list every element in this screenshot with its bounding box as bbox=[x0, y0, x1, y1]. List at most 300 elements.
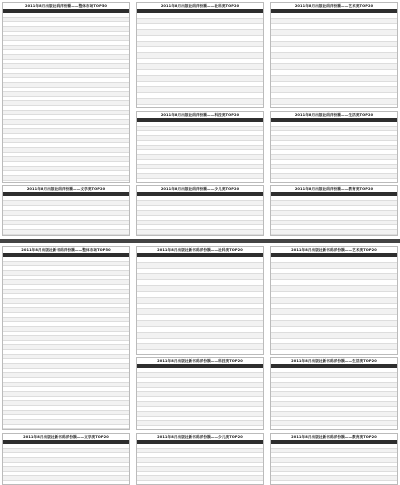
table-cell bbox=[222, 426, 242, 430]
table-cell bbox=[3, 429, 13, 430]
table-cell bbox=[3, 318, 13, 322]
table-cell bbox=[222, 30, 242, 35]
table-cell bbox=[181, 444, 201, 448]
table-cell bbox=[147, 93, 181, 98]
table-cell bbox=[271, 150, 281, 154]
table-cell bbox=[137, 412, 147, 416]
table-row bbox=[271, 481, 397, 485]
table-cell bbox=[181, 412, 201, 416]
table-cell bbox=[336, 402, 356, 406]
table-cell bbox=[13, 257, 47, 261]
table-cell bbox=[108, 444, 128, 448]
table-cell bbox=[3, 401, 13, 405]
table-cell bbox=[242, 298, 262, 303]
table-cell bbox=[222, 174, 242, 178]
table-cell bbox=[271, 165, 281, 169]
table-cell bbox=[222, 216, 242, 220]
table-cell bbox=[281, 59, 315, 64]
table-cell bbox=[281, 449, 315, 453]
table-cell bbox=[242, 221, 262, 225]
table-cell bbox=[222, 463, 242, 467]
table-cell bbox=[376, 426, 396, 430]
table-cell bbox=[137, 304, 147, 309]
table-cell bbox=[137, 421, 147, 425]
table-cell bbox=[376, 280, 396, 285]
table-cell bbox=[202, 99, 222, 104]
table-cell bbox=[47, 196, 67, 200]
table-cell bbox=[181, 407, 201, 411]
table-cell bbox=[271, 339, 281, 344]
table-cell bbox=[137, 150, 147, 154]
table-cell bbox=[222, 64, 242, 69]
table-cell bbox=[88, 129, 108, 133]
table-cell bbox=[315, 13, 335, 18]
table-cell bbox=[336, 274, 356, 279]
table-cell bbox=[222, 99, 242, 104]
table-cell bbox=[281, 196, 315, 200]
table-cell bbox=[271, 206, 281, 210]
table-cell bbox=[13, 350, 47, 354]
table-cell bbox=[13, 420, 47, 424]
table-cell bbox=[68, 148, 88, 152]
table-cell bbox=[336, 64, 356, 69]
table-cell bbox=[68, 167, 88, 171]
table-cell bbox=[137, 136, 147, 140]
table-cell bbox=[281, 136, 315, 140]
table-cell bbox=[88, 387, 108, 391]
table-cell bbox=[47, 235, 67, 236]
table-cell bbox=[147, 225, 181, 229]
table-cell bbox=[356, 174, 376, 178]
table-cell bbox=[356, 201, 376, 205]
table-cell bbox=[68, 115, 88, 119]
table-cell bbox=[181, 388, 201, 392]
table-cell bbox=[222, 165, 242, 169]
table-cell bbox=[222, 36, 242, 41]
table-cell bbox=[147, 235, 181, 236]
table-cell bbox=[271, 417, 281, 421]
table-cell bbox=[3, 463, 13, 467]
table-cell bbox=[281, 274, 315, 279]
table-cell bbox=[336, 136, 356, 140]
table-cell bbox=[147, 47, 181, 52]
table-cell bbox=[356, 150, 376, 154]
table-cell bbox=[356, 458, 376, 462]
table-cell bbox=[356, 64, 376, 69]
table-cell bbox=[202, 339, 222, 344]
table-cell bbox=[315, 206, 335, 210]
table-cell bbox=[242, 53, 262, 58]
table-cell bbox=[88, 444, 108, 448]
table-cell bbox=[147, 141, 181, 145]
table-cell bbox=[3, 115, 13, 119]
table-cell bbox=[88, 271, 108, 275]
table-cell bbox=[181, 292, 201, 297]
table-cell bbox=[147, 280, 181, 285]
table-cell bbox=[13, 397, 47, 401]
table-cell bbox=[315, 257, 335, 262]
table-cell bbox=[47, 148, 67, 152]
table-row bbox=[3, 235, 129, 236]
table-cell bbox=[356, 417, 376, 421]
table-cell bbox=[356, 179, 376, 183]
table-cell bbox=[336, 179, 356, 183]
table-cell bbox=[222, 368, 242, 372]
table-cell bbox=[356, 467, 376, 471]
table-cell bbox=[147, 421, 181, 425]
table-cell bbox=[315, 392, 335, 396]
table-cell bbox=[242, 150, 262, 154]
table-cell bbox=[281, 30, 315, 35]
table-cell bbox=[13, 425, 47, 429]
table-cell bbox=[3, 69, 13, 73]
table-cell bbox=[356, 160, 376, 164]
table-cell bbox=[202, 70, 222, 75]
table-cell bbox=[88, 420, 108, 424]
table-cell bbox=[47, 280, 67, 284]
table-cell bbox=[13, 341, 47, 345]
table-cell bbox=[336, 206, 356, 210]
table-cell bbox=[108, 97, 128, 101]
table-cell bbox=[356, 392, 376, 396]
table-cell bbox=[88, 120, 108, 124]
table-cell bbox=[222, 235, 242, 236]
table-cell bbox=[108, 341, 128, 345]
table-cell bbox=[147, 165, 181, 169]
table-cell bbox=[13, 294, 47, 298]
table-cell bbox=[356, 412, 376, 416]
table-cell bbox=[356, 70, 376, 75]
table-cell bbox=[181, 421, 201, 425]
table-cell bbox=[242, 196, 262, 200]
table-cell bbox=[13, 157, 47, 161]
table-cell bbox=[147, 373, 181, 377]
table-cell bbox=[13, 230, 47, 234]
table-cell bbox=[108, 120, 128, 124]
table-cell bbox=[3, 378, 13, 382]
table-cell bbox=[147, 150, 181, 154]
table-cell bbox=[281, 42, 315, 47]
table-cell bbox=[68, 476, 88, 480]
table-cell bbox=[47, 13, 67, 17]
table-cell bbox=[315, 407, 335, 411]
table-cell bbox=[88, 64, 108, 68]
table-cell bbox=[202, 298, 222, 303]
table-cell bbox=[3, 181, 13, 183]
table-cell bbox=[271, 373, 281, 377]
table-cell bbox=[88, 322, 108, 326]
table-cell bbox=[147, 321, 181, 326]
table-cell bbox=[202, 327, 222, 332]
table-cell bbox=[376, 70, 396, 75]
table-cell bbox=[3, 332, 13, 336]
table-cell bbox=[222, 127, 242, 131]
table-cell bbox=[376, 463, 396, 467]
table-cell bbox=[147, 87, 181, 92]
table-cell bbox=[47, 32, 67, 36]
table-cell bbox=[13, 359, 47, 363]
table-cell bbox=[336, 131, 356, 135]
table-cell bbox=[356, 87, 376, 92]
table-cell bbox=[356, 165, 376, 169]
table-cell bbox=[68, 463, 88, 467]
table-cell bbox=[13, 196, 47, 200]
table-cell bbox=[281, 333, 315, 338]
table-cell bbox=[13, 216, 47, 220]
table-cell bbox=[88, 83, 108, 87]
table-cell bbox=[88, 46, 108, 50]
table-cell bbox=[336, 13, 356, 18]
table-cell bbox=[222, 47, 242, 52]
table-cell bbox=[47, 55, 67, 59]
table-cell bbox=[271, 30, 281, 35]
table-cell bbox=[147, 444, 181, 448]
table-cell bbox=[181, 304, 201, 309]
table-cell bbox=[242, 64, 262, 69]
table-cell bbox=[376, 309, 396, 314]
table-cell bbox=[222, 472, 242, 476]
table-cell bbox=[376, 64, 396, 69]
table-cell bbox=[181, 206, 201, 210]
table-cell bbox=[181, 122, 201, 126]
table-cell bbox=[376, 93, 396, 98]
table-cell bbox=[222, 93, 242, 98]
table-cell bbox=[202, 458, 222, 462]
table-cell bbox=[242, 392, 262, 396]
table-cell bbox=[3, 216, 13, 220]
table-cell bbox=[222, 476, 242, 480]
table-cell bbox=[147, 36, 181, 41]
table-cell bbox=[181, 257, 201, 262]
table-cell bbox=[68, 111, 88, 115]
table-cell bbox=[13, 458, 47, 462]
table-cell bbox=[202, 216, 222, 220]
table-cell bbox=[181, 211, 201, 215]
table-cell bbox=[68, 397, 88, 401]
table-cell bbox=[202, 24, 222, 29]
table-cell bbox=[137, 230, 147, 234]
table-cell bbox=[271, 383, 281, 387]
table-cell bbox=[147, 19, 181, 24]
table-cell bbox=[356, 127, 376, 131]
table-cell bbox=[315, 155, 335, 159]
table-cell bbox=[3, 266, 13, 270]
table-cell bbox=[147, 206, 181, 210]
table-cell bbox=[3, 36, 13, 40]
table-cell bbox=[356, 30, 376, 35]
table-cell bbox=[47, 101, 67, 105]
table-cell bbox=[271, 87, 281, 92]
table-cell bbox=[376, 472, 396, 476]
table-cell bbox=[315, 131, 335, 135]
table-cell bbox=[315, 373, 335, 377]
table-cell bbox=[137, 339, 147, 344]
table-cell bbox=[68, 322, 88, 326]
table-cell bbox=[336, 463, 356, 467]
table-cell bbox=[47, 60, 67, 64]
table-cell bbox=[108, 369, 128, 373]
table-cell bbox=[13, 401, 47, 405]
table-cell bbox=[137, 269, 147, 274]
table-cell bbox=[202, 412, 222, 416]
table-cell bbox=[68, 97, 88, 101]
table-cell bbox=[281, 378, 315, 382]
table-cell bbox=[271, 263, 281, 268]
table-cell bbox=[202, 263, 222, 268]
table-cell bbox=[336, 263, 356, 268]
table-cell bbox=[376, 53, 396, 58]
table-cell bbox=[108, 304, 128, 308]
table-cell bbox=[336, 298, 356, 303]
table-cell bbox=[88, 378, 108, 382]
table-cell bbox=[315, 263, 335, 268]
table-cell bbox=[242, 76, 262, 81]
table-cell bbox=[108, 262, 128, 266]
table-cell bbox=[88, 201, 108, 205]
table-cell bbox=[88, 221, 108, 225]
table-title: 2011年8月出版社新书码洋份额——艺术类TOP20 bbox=[291, 248, 377, 252]
table-cell bbox=[108, 467, 128, 471]
table-cell bbox=[13, 92, 47, 96]
table-cell bbox=[281, 388, 315, 392]
table-cell bbox=[202, 481, 222, 485]
table-cell bbox=[315, 99, 335, 104]
table-cell bbox=[242, 206, 262, 210]
table-cell bbox=[242, 59, 262, 64]
table-cell bbox=[3, 467, 13, 471]
table-row bbox=[271, 235, 397, 236]
table-cell bbox=[147, 426, 181, 430]
table-cell bbox=[356, 206, 376, 210]
table-cell bbox=[13, 83, 47, 87]
table-cell bbox=[356, 463, 376, 467]
table-cell bbox=[202, 141, 222, 145]
table-cell bbox=[137, 105, 147, 109]
table-cell bbox=[202, 225, 222, 229]
table-cell bbox=[108, 106, 128, 110]
table-cell bbox=[315, 481, 335, 485]
table-cell bbox=[47, 115, 67, 119]
table-cell bbox=[315, 165, 335, 169]
table-cell bbox=[88, 355, 108, 359]
table-cell bbox=[376, 30, 396, 35]
table-cell bbox=[147, 368, 181, 372]
table-cell bbox=[181, 42, 201, 47]
table-cell bbox=[88, 13, 108, 17]
table-cell bbox=[88, 143, 108, 147]
table-cell bbox=[315, 70, 335, 75]
table-cell bbox=[356, 136, 376, 140]
table-cell bbox=[13, 97, 47, 101]
table-cell bbox=[147, 230, 181, 234]
table-cell bbox=[147, 30, 181, 35]
table-row bbox=[137, 350, 263, 354]
table-cell bbox=[147, 412, 181, 416]
table-cell bbox=[315, 417, 335, 421]
table-cell bbox=[376, 304, 396, 309]
table-cell bbox=[315, 19, 335, 24]
table-cell bbox=[13, 134, 47, 138]
table-cell bbox=[147, 196, 181, 200]
table-cell bbox=[108, 387, 128, 391]
table-cell bbox=[336, 368, 356, 372]
table-cell bbox=[147, 292, 181, 297]
table-cell bbox=[336, 292, 356, 297]
table-cell bbox=[3, 139, 13, 143]
table-cell bbox=[202, 373, 222, 377]
table-cell bbox=[222, 350, 242, 354]
table-cell bbox=[68, 444, 88, 448]
table-cell bbox=[336, 211, 356, 215]
table-cell bbox=[68, 176, 88, 180]
table-cell bbox=[271, 13, 281, 18]
table-cell bbox=[88, 55, 108, 59]
table-cell bbox=[181, 458, 201, 462]
table-cell bbox=[147, 24, 181, 29]
table-cell bbox=[356, 257, 376, 262]
table-cell bbox=[108, 64, 128, 68]
table-cell bbox=[271, 472, 281, 476]
table-cell bbox=[108, 69, 128, 73]
table-cell bbox=[108, 355, 128, 359]
table-cell bbox=[13, 304, 47, 308]
table-cell bbox=[336, 59, 356, 64]
table-cell bbox=[13, 211, 47, 215]
table-cell bbox=[336, 76, 356, 81]
table-cell bbox=[47, 125, 67, 129]
table-cell bbox=[137, 235, 147, 236]
table-cell bbox=[202, 76, 222, 81]
table-cell bbox=[222, 458, 242, 462]
table-cell bbox=[137, 402, 147, 406]
table-cell bbox=[3, 55, 13, 59]
table-cell bbox=[3, 411, 13, 415]
table-cell bbox=[68, 383, 88, 387]
table-cell bbox=[13, 46, 47, 50]
table-cell bbox=[202, 230, 222, 234]
table-cell bbox=[68, 294, 88, 298]
table-cell bbox=[202, 19, 222, 24]
table-cell bbox=[202, 292, 222, 297]
table-cell bbox=[336, 122, 356, 126]
table-cell bbox=[68, 225, 88, 229]
table-cell bbox=[88, 318, 108, 322]
table-cell bbox=[271, 42, 281, 47]
table-cell bbox=[281, 99, 315, 104]
table-cell bbox=[181, 99, 201, 104]
table-cell bbox=[147, 467, 181, 471]
table-cell bbox=[315, 136, 335, 140]
table-cell bbox=[3, 322, 13, 326]
table-cell bbox=[181, 453, 201, 457]
table-cell bbox=[242, 105, 262, 109]
table-cell bbox=[281, 412, 315, 416]
table-title: 2011年8月出版社码洋份额——生活类TOP20 bbox=[294, 113, 374, 118]
ranking-table bbox=[136, 246, 264, 355]
table-cell bbox=[137, 169, 147, 173]
table-cell bbox=[181, 280, 201, 285]
table-cell bbox=[281, 155, 315, 159]
table-cell bbox=[242, 397, 262, 401]
table-cell bbox=[88, 18, 108, 22]
table-cell bbox=[137, 417, 147, 421]
table-cell bbox=[47, 359, 67, 363]
table-cell bbox=[271, 105, 281, 109]
table-cell bbox=[108, 88, 128, 92]
table-cell bbox=[376, 263, 396, 268]
table-cell bbox=[222, 196, 242, 200]
table-cell bbox=[222, 274, 242, 279]
